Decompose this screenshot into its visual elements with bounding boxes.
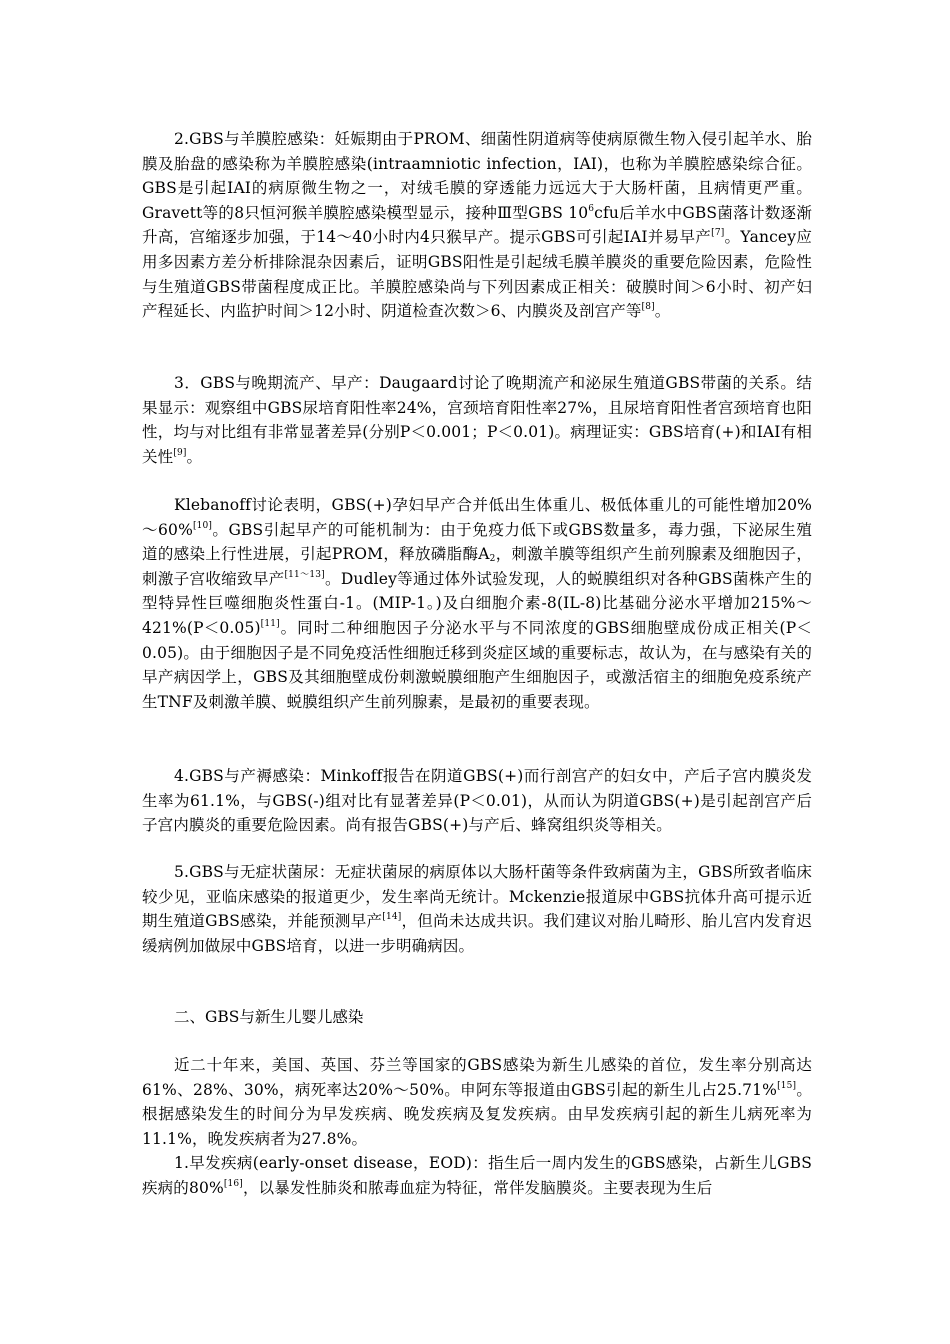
paragraph-gbs-amniotic-infection: [142, 127, 812, 324]
text-run: 。Yancey应用多因素方差分析排除混杂因素后，证明GBS阳性是引起绒毛膜羊膜炎的重要危险因素，危险性与生殖道GBS带菌程度成正比。羊膜腔感染尚与下列因素成正相关：破膜时间＞6小时、初产妇产程延长、内监护时间＞12小时、阴道检查次数＞6、内膜炎及剖宫产等: [142, 228, 812, 321]
text-run: 3．GBS与晚期流产、早产：Daugaard讨论了晚期流产和泌尿生殖道GBS带菌的关系。结果显示：观察组中GBS尿培育阳性率24%，宫颈培育阳性率27%，且尿培育阳性者宫颈培育也阳性，均与对比组有非常显著差异(分别P＜0.001；P＜0.01)。病理证实：GBS培育(+)和IAI有相关性: [142, 374, 812, 466]
section-heading: [142, 1005, 812, 1030]
paragraph-gbs-late-abortion: [142, 371, 812, 469]
citation-ref: [7]: [711, 228, 725, 239]
paragraph-gbs-asymptomatic-bacteriuria: [142, 860, 812, 958]
text-run: Klebanoff讨论表明，GBS(+)孕妇早产合并低出生体重儿、极低体重儿的可能性增加20%～60%: [142, 496, 812, 539]
subscript: 2: [489, 554, 496, 565]
citation-ref: [14]: [382, 912, 402, 923]
text-run: 1.早发疾病(early-onset disease，EOD)：指生后一周内发生的GBS感染，占新生儿GBS疾病的80%: [142, 1154, 812, 1197]
citation-ref: [9]: [173, 447, 187, 458]
citation-ref: [15]: [777, 1080, 797, 1091]
text-run: 。GBS引起早产的可能机制为：由于免疫力低下或GBS数量多，毒力强，下泌尿生殖道的感染上行性进展，引起PROM，释放磷脂酶A: [142, 520, 812, 564]
heading-text: 二、GBS与新生儿婴儿感染: [174, 1008, 364, 1026]
text-run: 5.GBS与无症状菌尿：无症状菌尿的病原体以大肠杆菌等条件致病菌为主，GBS所致者临床较少见，亚临床感染的报道更少，发生率尚无统计。Mckenzie报道尿中GBS抗体升高可提示近期生殖道GBS感染，并能预测早产: [142, 863, 812, 931]
text-run: 。根据感染发生的时间分为早发疾病、晚发疾病及复发疾病。由早发疾病引起的新生儿病死率为11.1%，晚发疾病者为27.8%。: [142, 1080, 812, 1148]
citation-ref: [10]: [192, 520, 213, 531]
citation-ref: [16]: [223, 1178, 243, 1189]
text-run: 。同时二种细胞因子分泌水平与不同浓度的GBS细胞壁成份成正相关(P＜0.05)。由于细胞因子是不同免疫活性细胞迁移到炎症区域的重要标志，故认为，在与感染有关的早产病因学上，GBS及其细胞壁成份刺激蜕膜细胞产生细胞因子，或激活宿主的细胞免疫系统产生TNF及刺激羊膜、蜕膜组织产生前列腺素，是最初的重要表现。: [142, 618, 812, 711]
paragraph-klebanoff-study: [142, 493, 812, 714]
text-run: ，但尚未达成共识。我们建议对胎儿畸形、胎儿宫内发育迟缓病例加做尿中GBS培育，以进一步明确病因。: [142, 912, 812, 955]
text-run: ，以暴发性肺炎和脓毒血症为特征，常伴发脑膜炎。主要表现为生后: [242, 1178, 713, 1197]
text-run: ，刺激羊膜等组织产生前列腺素及细胞因子，刺激子宫收缩致早产: [142, 545, 812, 588]
paragraph-neonatal-incidence: [142, 1053, 812, 1151]
paragraph-gbs-puerperal-infection: [142, 764, 812, 838]
exponent: 6: [588, 203, 595, 214]
text-run: 2.GBS与羊膜腔感染：妊娠期由于PROM、细菌性阴道病等使病原微生物入侵引起羊水、胎膜及胎盘的感染称为羊膜腔感染(intraamniotic infection，IAI)，也称为羊膜腔感染综合征。GBS是引起IAI的病原微生物之一，对绒毛膜的穿透能力远远大于大肠杆菌，且病情更严重。Gravett等的8只恒河猴羊膜腔感染模型显示，接种Ⅲ型GBS 10: [142, 130, 812, 222]
citation-ref: [11]: [260, 618, 280, 629]
text-run: 。Dudley等通过体外试验发现，人的蜕膜组织对各种GBS菌株产生的型特异性巨噬细胞炎性蛋白-1。(MIP-1。)及白细胞介素-8(IL-8)比基础分泌水平增加215%～421%(P＜0.05): [142, 569, 812, 637]
citation-ref: [8]: [641, 302, 655, 313]
text-run: cfu后羊水中GBS菌落计数逐渐升高，宫缩逐步加强，于14～40小时内4只猴早产。提示GBS可引起IAI并易早产: [142, 203, 812, 247]
text-run: 近二十年来，美国、英国、芬兰等国家的GBS感染为新生儿感染的首位，发生率分别高达61%、28%、30%，病死率达20%～50%。申阿东等报道由GBS引起的新生儿占25.71%: [142, 1056, 812, 1099]
text-run: 。: [654, 302, 671, 321]
text-run: 。: [186, 447, 203, 466]
paragraph-early-onset-disease: [142, 1151, 812, 1200]
text-run: 4.GBS与产褥感染：Minkoff报告在阴道GBS(+)而行剖宫产的妇女中，产后子宫内膜炎发生率为61.1%，与GBS(-)组对比有显著差异(P＜0.01)，从而认为阴道GBS(+)是引起剖宫产后子宫内膜炎的重要危险因素。尚有报告GBS(+)与产后、蜂窝组织炎等相关。: [142, 767, 812, 835]
citation-ref: [11～13]: [284, 569, 325, 580]
